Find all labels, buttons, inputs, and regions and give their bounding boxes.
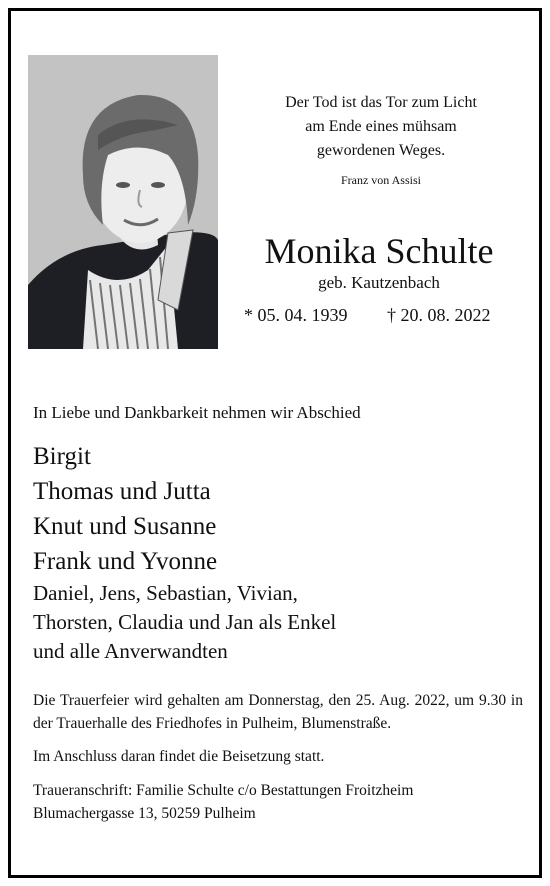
mourner-line: Thorsten, Claudia und Jan als Enkel <box>33 610 337 634</box>
quote-author: Franz von Assisi <box>340 173 421 187</box>
portrait-photo <box>28 55 218 349</box>
quote <box>236 91 526 163</box>
farewell-text: In Liebe und Dankbarkeit nehmen wir Abschied <box>33 403 361 422</box>
deceased-name: Monika Schulte <box>264 231 494 271</box>
funeral-info <box>33 689 523 825</box>
mourner-line: Daniel, Jens, Sebastian, Vivian, <box>33 581 298 605</box>
mourner-name: Frank und Yvonne <box>33 548 218 575</box>
mourner-line: und alle Anverwandten <box>33 639 228 663</box>
mourner-name: Thomas und Jutta <box>33 478 211 505</box>
quote-line: gewordenen Weges. <box>316 142 446 159</box>
obituary-frame <box>8 8 542 878</box>
mourners-list <box>33 439 336 666</box>
portrait-image <box>28 55 218 349</box>
mourner-name: Knut und Susanne <box>33 513 217 540</box>
quote-line: am Ende eines mühsam <box>305 118 457 135</box>
burial-text: Im Anschluss daran findet die Beisetzung statt. <box>33 748 325 765</box>
address-line: Traueranschrift: Familie Schulte c/o Bestattungen Froitzheim <box>33 782 414 799</box>
quote-line: Der Tod ist das Tor zum Licht <box>285 94 477 111</box>
mourner-name: Birgit <box>33 443 91 470</box>
death-date: † 20. 08. 2022 <box>387 305 491 325</box>
funeral-service-text: Die Trauerfeier wird gehalten am Donnerstag, den 25. Aug. 2022, um 9.30 in der Trauerhalle des Friedhofes in Pulheim, Blumenstraße. <box>33 692 523 732</box>
mourning-address <box>33 779 523 825</box>
born-name: geb. Kautzenbach <box>318 273 440 292</box>
address-line: Blumachergasse 13, 50259 Pulheim <box>33 805 256 822</box>
birth-date: * 05. 04. 1939 <box>244 305 348 325</box>
